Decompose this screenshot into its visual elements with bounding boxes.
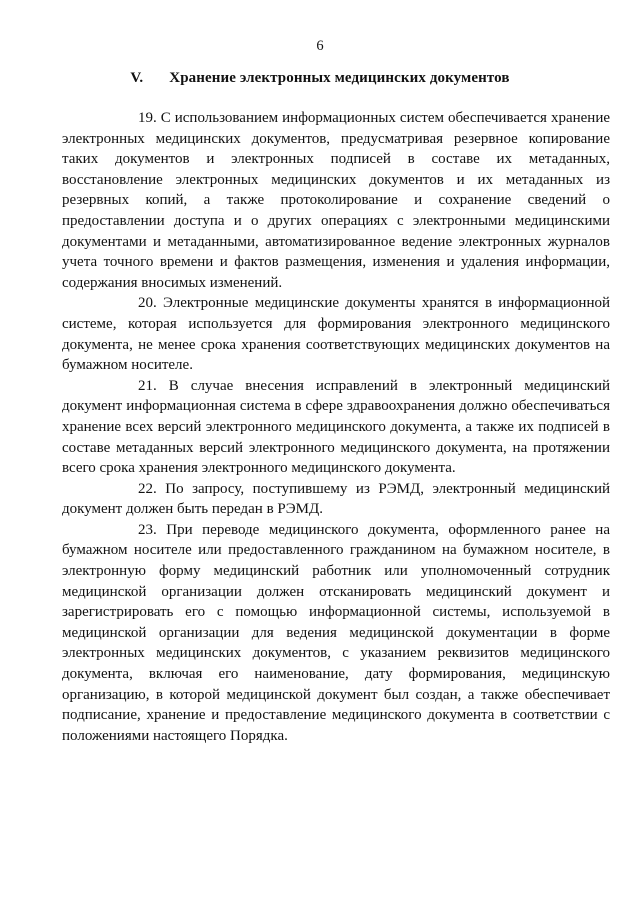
paragraph-text: С использованием информационных систем обеспечивается хранение электронных медицинских документов, предусматривая резервное копирование таких документов и электронных подписей в составе их метаданных, восстановление электронных медицинских документов и их метаданных из резервных копий, а также протоколирование и сохранение сведений о предоставлении доступа и о других операциях с электронными медицинскими документами и метаданными, автоматизированное ведение электронных журналов учета точного времени и фактов размещения, изменения и удаления информации, содержания вносимых изменений. — [62, 110, 611, 291]
paragraph-number: 20. — [138, 295, 157, 312]
document-body — [62, 108, 610, 746]
paragraph-number: 23. — [138, 521, 157, 538]
paragraph-number: 22. — [138, 480, 157, 497]
page-number: 6 — [316, 38, 324, 54]
section-number: V. — [130, 70, 144, 86]
paragraph-text: При переводе медицинского документа, оформленного ранее на бумажном носителе или предоставленного гражданином на бумажном носителе, в электронную форму медицинский работник или уполномоченный сотрудник медицинской организации должен отсканировать медицинский документ и зарегистрировать его с помощью информационной системы, используемой в медицинской организации для ведения медицинской документации в форме электронных медицинских документов, с указанием реквизитов медицинского документа, включая его наименование, дату формирования, медицинскую организацию, в которой медицинской документ был создан, а также обеспечивает подписание, хранение и предоставление медицинского документа в соответствии с положениями настоящего Порядка. — [62, 521, 610, 744]
paragraph-21 — [62, 376, 610, 479]
paragraph-20 — [62, 293, 610, 375]
paragraph-22 — [62, 479, 610, 520]
paragraph-text: В случае внесения исправлений в электронный медицинский документ информационная система в сфере здравоохранения должно обеспечиваться хранение всех версий электронного медицинского документа, а также их подписей в составе метаданных версий электронного медицинского документа, на протяжении всего срока хранения электронного медицинского документа. — [62, 377, 611, 477]
paragraph-23 — [62, 520, 610, 747]
paragraph-number: 19. — [138, 110, 157, 126]
section-title: Хранение электронных медицинских документов — [169, 70, 510, 86]
paragraph-number: 21. — [138, 377, 157, 394]
section-heading — [60, 70, 580, 87]
paragraph-text: По запросу, поступившему из РЭМД, электронный медицинский документ должен быть передан в РЭМД. — [62, 480, 611, 518]
paragraph-text: Электронные медицинские документы хранятся в информационной системе, которая используется для формирования электронного медицинского документа, не менее срока хранения соответствующих медицинских документов на бумажном носителе. — [62, 295, 611, 374]
paragraph-19 — [62, 108, 610, 293]
